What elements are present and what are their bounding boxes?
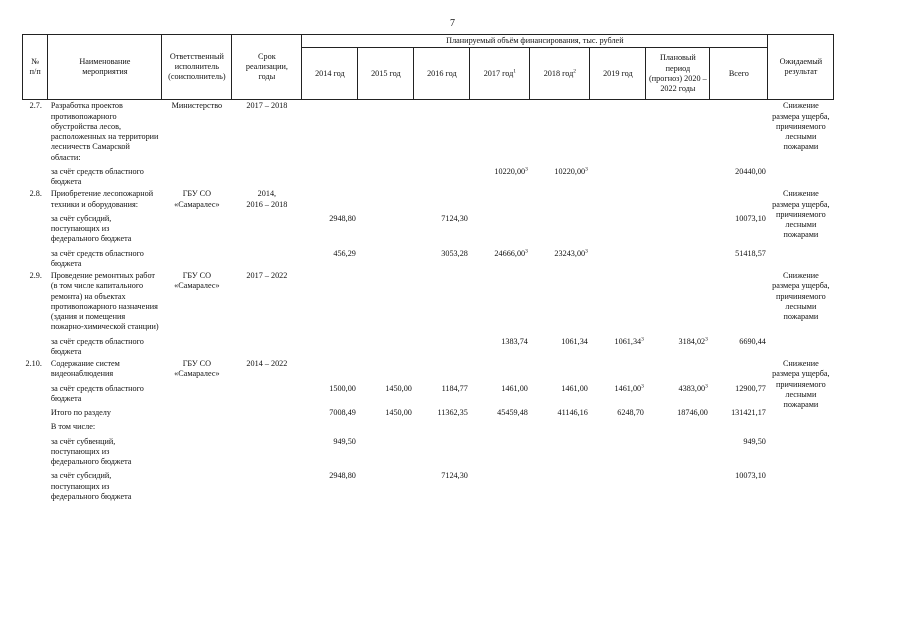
funding-source: за счёт субсидий, поступающих из федерального бюджета: [50, 471, 132, 501]
col-2014-header: 2014 год: [302, 48, 358, 100]
col-2019-header: 2019 год: [590, 48, 646, 100]
funding-source: за счёт средств областного бюджета: [50, 336, 144, 356]
financing-table: [22, 34, 834, 503]
value-2015: 1450,00: [385, 383, 412, 393]
value-2017: 45459,48: [497, 408, 528, 417]
term: 2014 – 2022: [246, 359, 288, 368]
responsible: ГБУ СО «Самаралес»: [174, 271, 220, 291]
value-2018: 10220,00$^3$: [554, 166, 588, 176]
term: 2017 – 2018: [246, 101, 288, 111]
funding-source: за счёт субсидий, поступающих из федерального бюджета: [50, 213, 132, 244]
expected-result: Снижение размера ущерба, причиняемого лесными пожарами: [772, 271, 830, 321]
col-result-header: Ожидаемый результат: [768, 35, 834, 100]
col-total-header: Всего: [710, 48, 768, 100]
col-name-header: Наименование мероприятия: [48, 35, 162, 100]
value-2014: 949,50: [333, 436, 356, 446]
value-2018: 41146,16: [557, 408, 588, 417]
value-2017: 1383,74: [501, 336, 528, 346]
including-label: В том числе:: [50, 422, 96, 432]
table-row: [23, 358, 834, 381]
measure-name: Приобретение лесопожарной техники и оборудования:: [50, 189, 154, 209]
col-num-header: № п/п: [23, 35, 48, 100]
col-2015-header: 2015 год: [358, 48, 414, 100]
value-plan: 18746,00: [677, 408, 708, 417]
table-row: [23, 419, 834, 433]
value-total: 949,50: [743, 436, 766, 446]
value-2018: 1461,00: [561, 383, 588, 393]
value-2017: 1461,00: [501, 383, 528, 393]
table-row: [23, 164, 834, 189]
table-row: [23, 334, 834, 359]
expected-result: Снижение размера ущерба, причиняемого лесными пожарами: [772, 189, 830, 240]
total-row: [23, 405, 834, 419]
value-total: 20440,00: [735, 166, 766, 176]
measure-name: Содержание систем видеонаблюдения: [50, 359, 120, 379]
page-number: 7: [450, 18, 455, 29]
value-2019: 1461,00$^3$: [614, 382, 644, 393]
table-row: [23, 270, 834, 334]
row-number: 2.7.: [29, 101, 42, 111]
value-2014: 7008,49: [329, 408, 356, 417]
value-2018: 1061,34: [561, 336, 588, 346]
value-2014: 456,29: [333, 248, 356, 258]
value-2016: 11362,35: [437, 408, 468, 417]
value-total: 10073,10: [735, 471, 766, 481]
value-2014: 1500,00: [329, 383, 356, 393]
value-2019: 1061,34$^3$: [614, 335, 644, 346]
responsible: Министерство: [171, 101, 223, 111]
value-2016: 3053,28: [441, 248, 468, 258]
value-plan: 3184,02$^3$: [678, 335, 708, 346]
col-funding-header: Планируемый объём финансирования, тыс. рублей: [302, 35, 768, 48]
value-2016: 1184,77: [441, 383, 468, 393]
col-2016-header: 2016 год: [414, 48, 470, 100]
row-number: 2.9.: [29, 271, 42, 280]
table-row: [23, 246, 834, 271]
col-2018-header: 2018 год$^2$: [530, 48, 590, 100]
value-2014: 2948,80: [329, 471, 356, 481]
funding-source: за счёт средств областного бюджета: [50, 166, 144, 186]
expected-result: Снижение размера ущерба, причиняемого лесными пожарами: [772, 101, 830, 152]
funding-source: за счёт субвенций, поступающих из федерального бюджета: [50, 436, 132, 466]
value-total: 10073,10: [735, 213, 766, 223]
responsible: ГБУ СО «Самаралес»: [174, 359, 220, 379]
value-2017: 24666,00$^3$: [494, 247, 528, 258]
col-plan-header: Плановый период (прогноз) 2020 – 2022 годы: [646, 48, 710, 100]
funding-source: за счёт средств областного бюджета: [50, 248, 144, 268]
table-row: [23, 100, 834, 164]
value-2015: 1450,00: [385, 408, 412, 417]
measure-name: Проведение ремонтных работ (в том числе капитального ремонта) на объектах противопожарного назначения (здания и помещения пожарно-химической станции): [50, 271, 159, 332]
measure-name: Разработка проектов противопожарного обустройства лесов, расположенных на территории лесничеств Самарской области:: [50, 101, 159, 162]
value-2014: 2948,80: [329, 213, 356, 223]
responsible: ГБУ СО «Самаралес»: [174, 189, 220, 209]
table-row: [23, 381, 834, 406]
expected-result: Снижение размера ущерба, причиняемого лесными пожарами: [772, 359, 830, 409]
row-number: 2.8.: [29, 189, 42, 199]
funding-source: за счёт средств областного бюджета: [50, 383, 144, 403]
value-2017: 10220,00$^3$: [494, 166, 528, 176]
term: 2017 – 2022: [246, 271, 288, 280]
total-label: Итого по разделу: [50, 408, 111, 417]
value-2016: 7124,30: [441, 213, 468, 223]
col-2017-header: 2017 год$^1$: [470, 48, 530, 100]
value-2019: 6248,70: [617, 408, 644, 417]
value-2018: 23243,00$^3$: [554, 247, 588, 258]
col-resp-header: Ответственный исполнитель (соисполнитель): [162, 35, 232, 100]
row-number: 2.10.: [25, 359, 42, 368]
value-total: 6690,44: [739, 336, 766, 346]
value-plan: 4383,00$^3$: [678, 382, 708, 393]
table-row: [23, 211, 834, 246]
table-row: [23, 188, 834, 211]
value-total: 131421,17: [731, 408, 766, 417]
col-term-header: Срок реализации, годы: [232, 35, 302, 100]
value-2016: 7124,30: [441, 471, 468, 481]
value-total: 51418,57: [735, 248, 766, 258]
term: 2014, 2016 – 2018: [246, 189, 288, 209]
value-total: 12900,77: [735, 383, 766, 393]
table-row: [23, 468, 834, 503]
table-row: [23, 434, 834, 469]
